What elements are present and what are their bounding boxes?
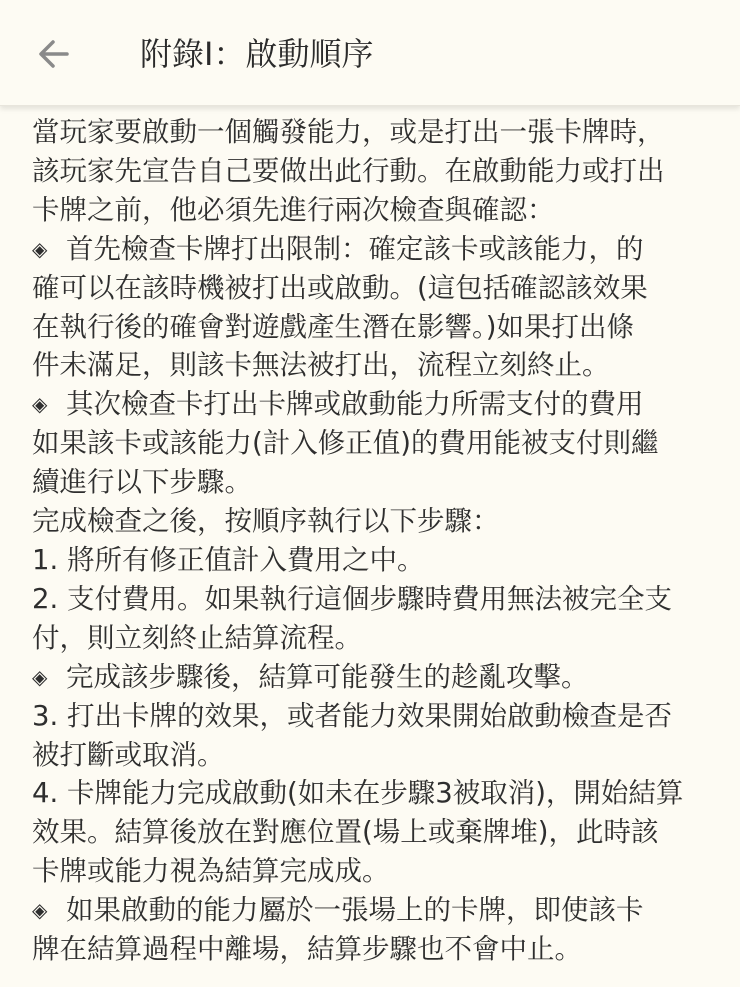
line-text: 當玩家要啟動一個觸發能力，或是打出一張卡牌時， bbox=[32, 116, 665, 148]
diamond-bullet-icon: ◈ bbox=[32, 898, 48, 923]
line-text: 被打斷或取消。 bbox=[32, 738, 225, 771]
text-line bbox=[32, 463, 722, 502]
text-line bbox=[32, 502, 722, 541]
bullet-line bbox=[32, 385, 722, 424]
bullet-line bbox=[32, 230, 722, 269]
text-line bbox=[32, 852, 722, 891]
text-line bbox=[32, 697, 722, 736]
line-text: 其次檢查卡打出卡牌或啟動能力所需支付的費用 bbox=[66, 388, 644, 421]
back-button[interactable] bbox=[34, 34, 74, 74]
text-line bbox=[32, 152, 722, 191]
diamond-bullet-icon: ◈ bbox=[32, 664, 48, 689]
line-text: 效果。結算後放在對應位置(場上或棄牌堆)，此時該 bbox=[32, 816, 659, 849]
line-text: 完成該步驟後，結算可能發生的趁亂攻擊。 bbox=[66, 660, 589, 693]
line-text: 卡牌或能力視為結算完成成。 bbox=[32, 855, 390, 888]
arrow-left-icon bbox=[34, 34, 74, 74]
text-line bbox=[32, 346, 722, 385]
line-text: 付，則立刻終止結算流程。 bbox=[32, 621, 362, 654]
text-line bbox=[32, 424, 722, 463]
line-text: 2. 支付費用。如果執行這個步驟時費用無法被完全支 bbox=[32, 582, 672, 615]
line-text: 3. 打出卡牌的效果，或者能力效果開始啟動檢查是否 bbox=[32, 699, 672, 732]
line-text: 4. 卡牌能力完成啟動(如未在步驟3被取消)，開始結算 bbox=[32, 777, 684, 810]
text-line bbox=[32, 813, 722, 852]
text-line bbox=[32, 113, 722, 152]
page-title: 附錄I：啟動順序 bbox=[140, 35, 374, 73]
text-line bbox=[32, 191, 722, 230]
line-text: 牌在結算過程中離場，結算步驟也不會中止。 bbox=[32, 933, 582, 966]
line-text: 件未滿足，則該卡無法被打出，流程立刻終止。 bbox=[32, 349, 610, 382]
line-text: 該玩家先宣告自己要做出此行動。在啟動能力或打出 bbox=[32, 154, 665, 187]
article-body bbox=[32, 113, 722, 969]
diamond-bullet-icon: ◈ bbox=[32, 236, 48, 261]
diamond-bullet-icon: ◈ bbox=[32, 392, 48, 417]
line-text: 確可以在該時機被打出或啟動。(這包括確認該效果 bbox=[32, 271, 648, 304]
text-line bbox=[32, 580, 722, 619]
line-text: 如果該卡或該能力(計入修正值)的費用能被支付則繼 bbox=[32, 427, 659, 460]
app-bar bbox=[0, 0, 740, 106]
text-line bbox=[32, 930, 722, 969]
bullet-line bbox=[32, 891, 722, 930]
text-line bbox=[32, 308, 722, 347]
line-text: 卡牌之前，他必須先進行兩次檢查與確認： bbox=[32, 193, 555, 226]
line-text: 如果啟動的能力屬於一張場上的卡牌，即使該卡 bbox=[66, 894, 644, 927]
line-text: 在執行後的確會對遊戲產生潛在影響。)如果打出條 bbox=[32, 310, 634, 343]
text-line bbox=[32, 269, 722, 308]
text-line bbox=[32, 774, 722, 813]
line-text: 完成檢查之後，按順序執行以下步驟： bbox=[32, 505, 500, 538]
line-text: 首先檢查卡牌打出限制：確定該卡或該能力，的 bbox=[66, 232, 644, 265]
text-line bbox=[32, 619, 722, 658]
bullet-line bbox=[32, 658, 722, 697]
text-line bbox=[32, 736, 722, 775]
line-text: 續進行以下步驟。 bbox=[32, 466, 252, 499]
line-text: 1. 將所有修正值計入費用之中。 bbox=[32, 543, 425, 576]
text-line bbox=[32, 541, 722, 580]
